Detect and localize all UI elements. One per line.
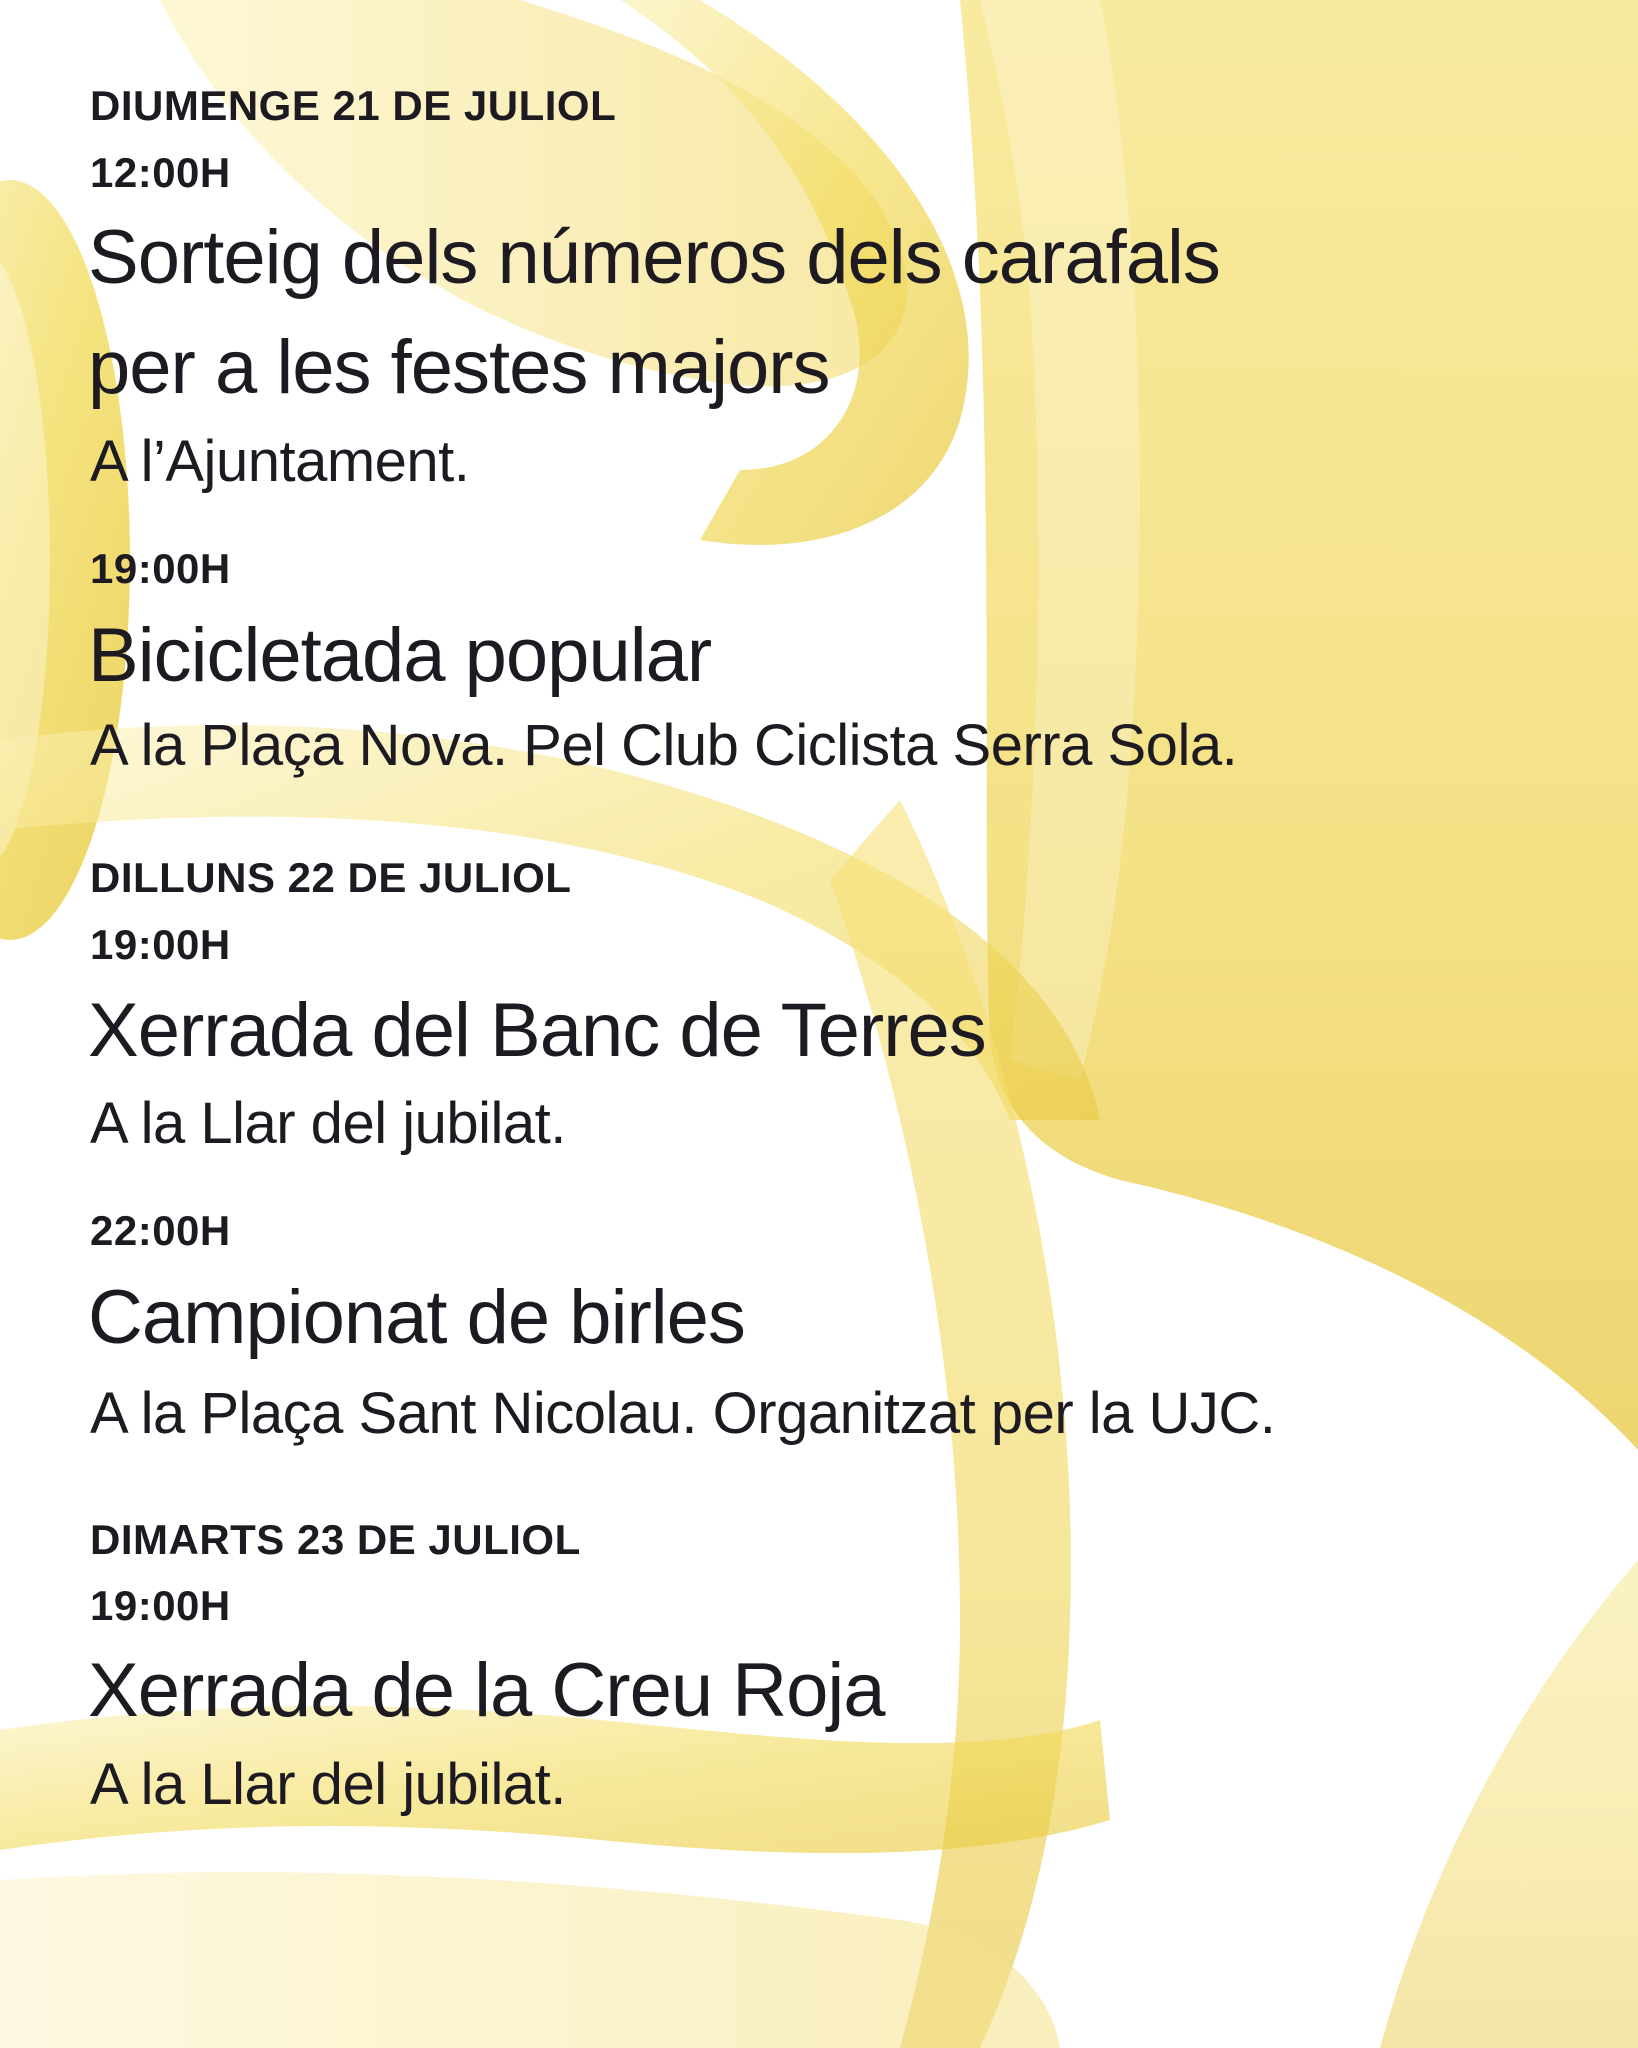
event-location: A la Llar del jubilat. xyxy=(90,1091,566,1156)
day-heading-tuesday: DIMARTS 23 DE JULIOL xyxy=(90,1516,581,1563)
event-time: 19:00H xyxy=(90,545,231,592)
event-time: 19:00H xyxy=(90,1582,231,1629)
event-location: A la Plaça Sant Nicolau. Organitzat per la UJC. xyxy=(90,1381,1276,1446)
event-time: 22:00H xyxy=(90,1207,231,1254)
day-heading-monday: DILLUNS 22 DE JULIOL xyxy=(90,854,572,901)
event-title-line-2: per a les festes majors xyxy=(88,325,830,410)
event-title: Xerrada de la Creu Roja xyxy=(88,1648,885,1733)
event-time: 19:00H xyxy=(90,921,231,968)
event-title: Bicicletada popular xyxy=(88,613,712,698)
event-location: A la Plaça Nova. Pel Club Ciclista Serra Sola. xyxy=(90,713,1238,778)
event-location: A l’Ajuntament. xyxy=(90,429,470,494)
event-time: 12:00H xyxy=(90,149,231,196)
event-title: Xerrada del Banc de Terres xyxy=(88,988,986,1073)
event-title: Campionat de birles xyxy=(88,1275,745,1360)
event-title: Sorteig dels números dels carafals xyxy=(88,215,1220,300)
day-heading-sunday: DIUMENGE 21 DE JULIOL xyxy=(90,82,617,129)
event-location: A la Llar del jubilat. xyxy=(90,1752,566,1817)
